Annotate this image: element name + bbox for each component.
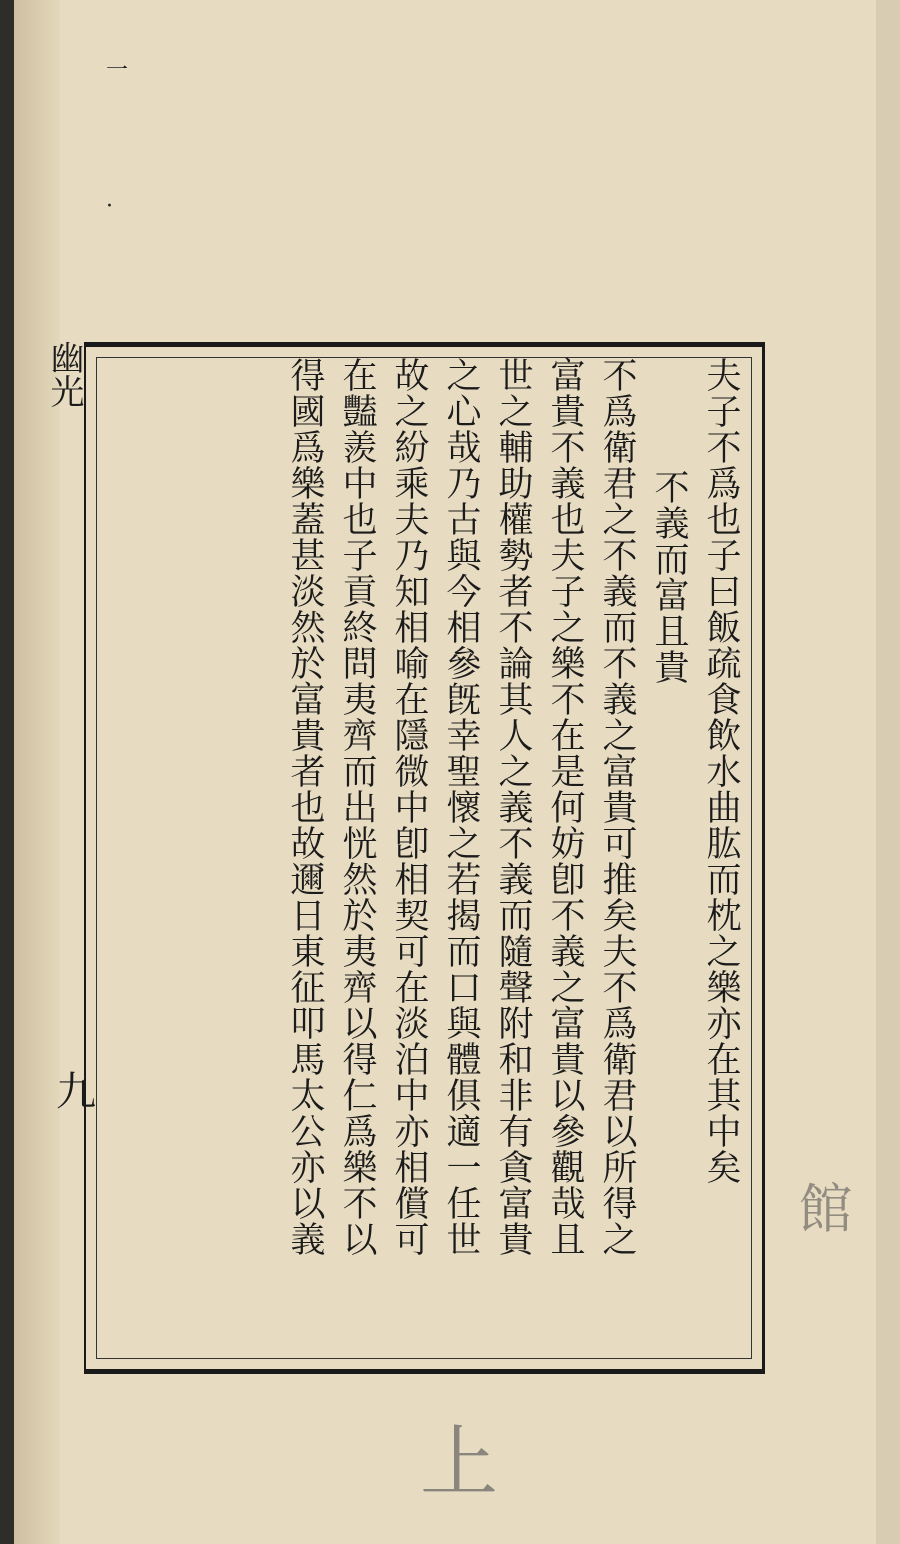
- text-frame: [84, 342, 765, 1374]
- text-column-7: 故之紛乘夫乃知相喻在隱微中卽相契可在淡泊中亦相償可: [389, 357, 429, 1257]
- text-column-9: 得國爲樂蓋甚淡然於富貴者也故邇日東征叩馬太公亦以義: [285, 357, 325, 1257]
- pencil-annotation: 上: [420, 1418, 499, 1508]
- block-heart-title: 幽光: [44, 340, 84, 408]
- vertical-text-block: [96, 357, 740, 1359]
- page-gutter: [14, 0, 60, 1544]
- library-seal-stamp: 館: [790, 1180, 853, 1234]
- text-column-2: 不義而富且貴: [649, 469, 689, 685]
- adjacent-page-edge: [876, 0, 900, 1544]
- text-column-8: 在豔羨中也子貢終問夷齊而出恍然於夷齊以得仁爲樂不以: [337, 357, 377, 1257]
- edge-mark-middle: ·: [106, 194, 113, 219]
- text-column-6: 之心哉乃古與今相參旣幸聖懷之若揭而口與體俱適一任世: [441, 357, 481, 1257]
- page-number: 九: [56, 1069, 96, 1115]
- edge-mark-top: 一: [106, 58, 129, 83]
- text-column-1: 夫子不爲也子曰飯疏食飲水曲肱而枕之樂亦在其中矣: [701, 357, 741, 1185]
- text-column-3: 不爲衛君之不義而不義之富貴可推矣夫不爲衛君以所得之: [597, 357, 637, 1257]
- text-column-5: 世之輔助權勢者不論其人之義不義而隨聲附和非有貪富貴: [493, 357, 533, 1257]
- text-column-4: 富貴不義也夫子之樂不在是何妨卽不義之富貴以參觀哉且: [545, 357, 585, 1257]
